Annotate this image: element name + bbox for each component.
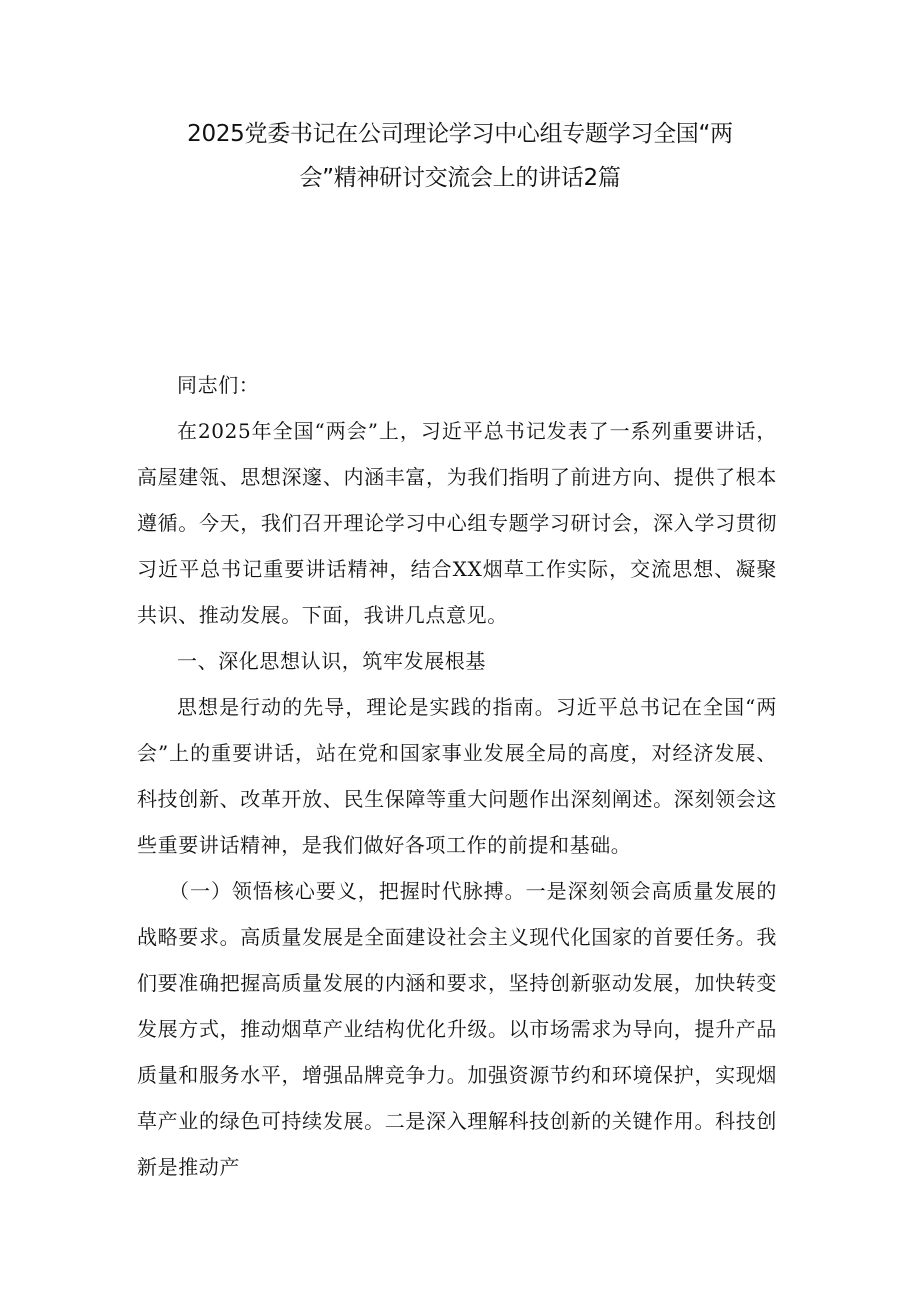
title-line-1: 2025党委书记在公司理论学习中心组专题学习全国“两	[187, 121, 733, 147]
subsection-paragraph: （一）领悟核心要义，把握时代脉搏。一是深刻领会高质量发展的战略要求。高质量发展是全面建设社会主义现代化国家的首要任务。我们要准确把握高质量发展的内涵和要求，坚持创新驱动发展，加快转变发展方式，推动烟草产业结构优化升级。以市场需求为导向，提升产品质量和服务水平，增强品牌竞争力。加强资源节约和环境保护，实现烟草产业的绿色可持续发展。二是深入理解科技创新的关键作用。科技创新是推动产	[137, 879, 777, 1179]
title-line-2: 会”精神研讨交流会上的讲话2篇	[299, 165, 621, 191]
document-body	[137, 362, 777, 1190]
intro-paragraph: 在2025年全国“两会”上，习近平总书记发表了一系列重要讲话，高屋建瓴、思想深邃、内涵丰富，为我们指明了前进方向、提供了根本遵循。今天，我们召开理论学习中心组专题学习研讨会，深入学习贯彻习近平总书记重要讲话精神，结合XX烟草工作实际，交流思想、凝聚共识、推动发展。下面，我讲几点意见。	[137, 419, 777, 627]
section-heading: 一、深化思想认识，筑牢发展根基	[177, 649, 486, 673]
salutation: 同志们：	[177, 373, 260, 397]
section-paragraph: 思想是行动的先导，理论是实践的指南。习近平总书记在全国“两会”上的重要讲话，站在党和国家事业发展全局的高度，对经济发展、科技创新、改革开放、民生保障等重大问题作出深刻阐述。深刻领会这些重要讲话精神，是我们做好各项工作的前提和基础。	[137, 695, 777, 857]
document-title	[120, 112, 800, 200]
